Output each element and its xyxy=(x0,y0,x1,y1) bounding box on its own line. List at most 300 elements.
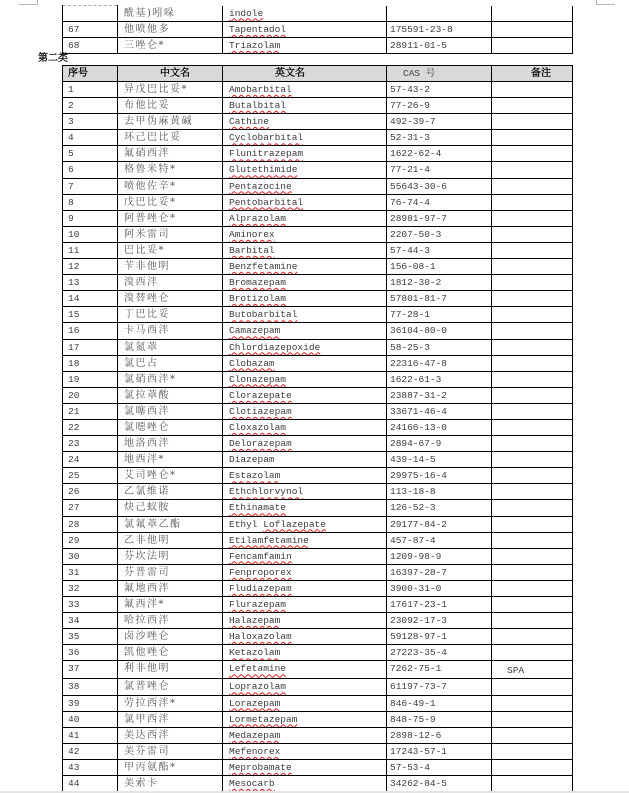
remarks-cell xyxy=(492,727,573,743)
spellcheck-flagged-word: Fenproporex xyxy=(229,566,292,578)
remarks-cell xyxy=(492,178,573,194)
english-name-cell xyxy=(223,759,387,775)
remarks-cell xyxy=(492,629,573,645)
page-corner-mark-left xyxy=(37,0,38,5)
serial-number-cell: 8 xyxy=(63,194,118,210)
table-row xyxy=(63,516,573,532)
cas-number-cell: 57-44-3 xyxy=(387,242,492,258)
chinese-name-cell: 卤沙唑仑 xyxy=(118,629,223,645)
english-name-cell xyxy=(223,711,387,727)
serial-number-cell: 68 xyxy=(63,38,118,54)
serial-number-cell: 20 xyxy=(63,387,118,403)
chinese-name-cell: 乙非他明 xyxy=(118,532,223,548)
spellcheck-flagged-word: Tapentadol xyxy=(229,24,287,35)
cas-number-cell: 113-18-8 xyxy=(387,484,492,500)
spellcheck-flagged-word: Butalbital xyxy=(229,100,287,112)
remarks-cell xyxy=(492,695,573,711)
spellcheck-flagged-word: Clonazepam xyxy=(229,373,287,385)
spellcheck-flagged-word: Pentobarbital xyxy=(229,196,304,208)
spellcheck-flagged-word: Bromazepam xyxy=(229,277,287,289)
chinese-name-cell: 氯噻西泮 xyxy=(118,403,223,419)
spellcheck-flagged-word: Loflazepate xyxy=(263,518,326,530)
table-body xyxy=(63,82,573,792)
remarks-cell xyxy=(492,419,573,435)
serial-number-cell: 39 xyxy=(63,695,118,711)
serial-number-cell: 40 xyxy=(63,711,118,727)
serial-number-cell: 7 xyxy=(63,178,118,194)
remarks-cell xyxy=(492,743,573,759)
chinese-name-cell: 劳拉西泮* xyxy=(118,695,223,711)
serial-number-cell: 27 xyxy=(63,500,118,516)
table-row xyxy=(63,210,573,226)
spellcheck-flagged-word: Lefetamine xyxy=(229,663,287,675)
english-name-cell xyxy=(223,210,387,226)
header-cas-number: CAS 号 xyxy=(387,66,492,82)
chinese-name-cell: 环己巴比妥 xyxy=(118,130,223,146)
english-name-cell xyxy=(223,436,387,452)
cas-number-cell: 36104-80-0 xyxy=(387,323,492,339)
remarks-cell xyxy=(492,387,573,403)
english-name-cell xyxy=(223,500,387,516)
remarks-cell xyxy=(492,613,573,629)
remarks-cell xyxy=(492,355,573,371)
chinese-name-cell: 美索卡 xyxy=(118,776,223,792)
table-row xyxy=(63,532,573,548)
spellcheck-flagged-word: Cloxazolam xyxy=(229,421,287,433)
table-row xyxy=(63,82,573,98)
remarks-cell xyxy=(492,597,573,613)
cas-number-cell: 34262-84-5 xyxy=(387,776,492,792)
chinese-name-cell: 地洛西泮 xyxy=(118,436,223,452)
chinese-name-cell: 格鲁米特* xyxy=(118,162,223,178)
serial-number-cell: 3 xyxy=(63,114,118,130)
remarks-cell xyxy=(492,776,573,792)
serial-number-cell: 44 xyxy=(63,776,118,792)
serial-number-cell: 9 xyxy=(63,210,118,226)
cas-number-cell: 59128-97-1 xyxy=(387,629,492,645)
cas-number-cell: 29177-84-2 xyxy=(387,516,492,532)
page-corner-mark-left xyxy=(19,4,38,5)
english-name-cell xyxy=(223,629,387,645)
english-name-cell xyxy=(223,114,387,130)
english-name-cell xyxy=(223,776,387,792)
cas-number-cell: 57-53-4 xyxy=(387,759,492,775)
english-name-cell xyxy=(223,259,387,275)
cas-number-cell: 1622-62-4 xyxy=(387,146,492,162)
english-name-cell xyxy=(223,548,387,564)
spellcheck-flagged-word: Haloxazolam xyxy=(229,631,292,643)
table-row xyxy=(63,291,573,307)
cas-number-cell: 77-28-1 xyxy=(387,307,492,323)
spellcheck-flagged-word: Ethchlorvynol xyxy=(229,486,304,498)
table-row xyxy=(63,114,573,130)
spellcheck-flagged-word: Fencamfamin xyxy=(229,550,292,562)
table-row xyxy=(63,661,573,679)
table-row xyxy=(63,339,573,355)
header-remarks: 备注 xyxy=(492,66,573,82)
remarks-cell xyxy=(492,22,573,38)
english-name-cell xyxy=(223,727,387,743)
cas-number-cell: 846-49-1 xyxy=(387,695,492,711)
table-row xyxy=(63,548,573,564)
remarks-cell xyxy=(492,82,573,98)
section-title: 第二类 xyxy=(38,53,68,64)
remarks-cell xyxy=(492,242,573,258)
spellcheck-flagged-word: Clotiazepam xyxy=(229,405,292,417)
remarks-cell xyxy=(492,275,573,291)
cas-number-cell: 7262-75-1 xyxy=(387,661,492,679)
serial-number-cell: 4 xyxy=(63,130,118,146)
serial-number-cell xyxy=(63,6,118,22)
english-name-cell xyxy=(223,130,387,146)
serial-number-cell: 19 xyxy=(63,371,118,387)
serial-number-cell: 43 xyxy=(63,759,118,775)
cas-number-cell: 16397-28-7 xyxy=(387,564,492,580)
chinese-name-cell: 氯硝西泮* xyxy=(118,371,223,387)
chinese-name-cell: 氯噁唑仑 xyxy=(118,419,223,435)
remarks-cell xyxy=(492,210,573,226)
chinese-name-cell: 布他比妥 xyxy=(118,98,223,114)
spellcheck-flagged-word: Mesocarb xyxy=(229,778,275,790)
spellcheck-flagged-word: Clobazam xyxy=(229,357,275,369)
table-row xyxy=(63,743,573,759)
spellcheck-flagged-word: Benzfetamine xyxy=(229,261,298,273)
cas-number-cell: 2894-67-9 xyxy=(387,436,492,452)
cas-number-cell: 2898-12-6 xyxy=(387,727,492,743)
serial-number-cell: 17 xyxy=(63,339,118,355)
cas-number-cell xyxy=(387,6,492,22)
cas-number-cell: 457-87-4 xyxy=(387,532,492,548)
english-name-cell xyxy=(223,6,387,22)
table-row xyxy=(63,759,573,775)
cas-number-cell: 52-31-3 xyxy=(387,130,492,146)
remarks-cell xyxy=(492,339,573,355)
chinese-name-cell: 氯甲西泮 xyxy=(118,711,223,727)
cas-number-cell: 23887-31-2 xyxy=(387,387,492,403)
spellcheck-flagged-word: Ethinamate xyxy=(229,502,287,514)
cas-number-cell: 28981-97-7 xyxy=(387,210,492,226)
page-corner-mark-right xyxy=(596,4,615,5)
chinese-name-cell: 戊巴比妥* xyxy=(118,194,223,210)
chinese-name-cell: 阿米雷司 xyxy=(118,226,223,242)
table-row xyxy=(63,436,573,452)
serial-number-cell: 5 xyxy=(63,146,118,162)
remarks-cell xyxy=(492,323,573,339)
english-name-cell xyxy=(223,695,387,711)
spellcheck-flagged-word: Cathine xyxy=(229,116,269,128)
chinese-name-cell: 溴替唑仑 xyxy=(118,291,223,307)
chinese-name-cell: 卡马西泮 xyxy=(118,323,223,339)
chinese-name-cell: 利非他明 xyxy=(118,661,223,679)
chinese-name-cell: 甲丙氨酯* xyxy=(118,759,223,775)
serial-number-cell: 26 xyxy=(63,484,118,500)
remarks-cell xyxy=(492,259,573,275)
chinese-name-cell: 芬普雷司 xyxy=(118,564,223,580)
remarks-cell xyxy=(492,532,573,548)
english-name-cell xyxy=(223,82,387,98)
english-name-cell xyxy=(223,516,387,532)
cas-number-cell: 58-25-3 xyxy=(387,339,492,355)
spellcheck-flagged-word: Lormetazepam xyxy=(229,713,298,725)
spellcheck-flagged-word: Butobarbital xyxy=(229,309,298,321)
spellcheck-flagged-word: Aminorex xyxy=(229,228,275,240)
serial-number-cell: 31 xyxy=(63,564,118,580)
remarks-cell xyxy=(492,403,573,419)
english-name-cell xyxy=(223,291,387,307)
serial-number-cell: 18 xyxy=(63,355,118,371)
spellcheck-flagged-word: Triazolam xyxy=(229,40,281,51)
cas-number-cell: 2207-50-3 xyxy=(387,226,492,242)
remarks-cell xyxy=(492,711,573,727)
remarks-cell xyxy=(492,194,573,210)
serial-number-cell: 16 xyxy=(63,323,118,339)
cas-number-cell: 55643-30-6 xyxy=(387,178,492,194)
serial-number-cell: 41 xyxy=(63,727,118,743)
cas-number-cell: 1209-98-9 xyxy=(387,548,492,564)
english-name-cell xyxy=(223,275,387,291)
table-row xyxy=(63,711,573,727)
table-row xyxy=(63,307,573,323)
english-name-cell xyxy=(223,532,387,548)
chinese-name-cell: 溴西泮 xyxy=(118,275,223,291)
serial-number-cell: 10 xyxy=(63,226,118,242)
table-row xyxy=(63,130,573,146)
cas-number-cell: 17617-23-1 xyxy=(387,597,492,613)
table-row xyxy=(63,355,573,371)
remarks-cell xyxy=(492,114,573,130)
remarks-cell xyxy=(492,516,573,532)
english-name-cell xyxy=(223,564,387,580)
english-name-text: Diazepam xyxy=(229,454,275,466)
remarks-cell xyxy=(492,130,573,146)
category-two-table xyxy=(62,65,573,792)
table-row xyxy=(63,419,573,435)
serial-number-cell: 22 xyxy=(63,419,118,435)
serial-number-cell: 11 xyxy=(63,242,118,258)
table-row xyxy=(63,194,573,210)
table-row xyxy=(63,613,573,629)
cas-number-cell: 61197-73-7 xyxy=(387,679,492,695)
serial-number-cell: 42 xyxy=(63,743,118,759)
cas-number-cell: 27223-35-4 xyxy=(387,645,492,661)
chinese-name-cell: 丁巴比妥 xyxy=(118,307,223,323)
serial-number-cell: 35 xyxy=(63,629,118,645)
english-name-text: Ethyl xyxy=(229,518,264,530)
remarks-cell xyxy=(492,484,573,500)
spellcheck-flagged-word: Barbital xyxy=(229,244,275,256)
english-name-cell xyxy=(223,323,387,339)
english-name-cell xyxy=(223,162,387,178)
serial-number-cell: 13 xyxy=(63,275,118,291)
cas-number-cell: 126-52-3 xyxy=(387,500,492,516)
remarks-cell xyxy=(492,307,573,323)
chinese-name-cell: 他喷他多 xyxy=(118,22,223,38)
chinese-name-cell: 美达西泮 xyxy=(118,727,223,743)
chinese-name-cell: 氟西泮* xyxy=(118,597,223,613)
cas-number-cell: 175591-23-8 xyxy=(387,22,492,38)
cas-number-cell: 29975-16-4 xyxy=(387,468,492,484)
serial-number-cell: 38 xyxy=(63,679,118,695)
table-row xyxy=(63,580,573,596)
serial-number-cell: 33 xyxy=(63,597,118,613)
cas-number-cell: 57801-81-7 xyxy=(387,291,492,307)
remarks-cell xyxy=(492,452,573,468)
remarks-cell xyxy=(492,162,573,178)
chinese-name-cell: 美芬雷司 xyxy=(118,743,223,759)
serial-number-cell: 21 xyxy=(63,403,118,419)
serial-number-cell: 2 xyxy=(63,98,118,114)
english-name-cell xyxy=(223,743,387,759)
table-body xyxy=(63,6,573,54)
serial-number-cell: 24 xyxy=(63,452,118,468)
spellcheck-flagged-word: Chlordiazepoxide xyxy=(229,341,321,353)
serial-number-cell: 12 xyxy=(63,259,118,275)
category-one-table-continued xyxy=(62,5,573,54)
cas-number-cell: 156-08-1 xyxy=(387,259,492,275)
serial-number-cell: 34 xyxy=(63,613,118,629)
cas-number-cell: 848-75-9 xyxy=(387,711,492,727)
chinese-name-cell: 苄非他明 xyxy=(118,259,223,275)
chinese-name-cell: 氟硝西泮 xyxy=(118,146,223,162)
english-name-cell xyxy=(223,468,387,484)
spellcheck-flagged-word: Medazepam xyxy=(229,729,281,741)
remarks-cell xyxy=(492,146,573,162)
remarks-cell xyxy=(492,645,573,661)
remarks-text: SPA xyxy=(507,665,525,677)
table-row xyxy=(63,371,573,387)
spellcheck-flagged-word: Camazepam xyxy=(229,325,281,337)
english-name-cell xyxy=(223,613,387,629)
table-row xyxy=(63,776,573,792)
english-name-cell xyxy=(223,339,387,355)
spellcheck-flagged-word: Mefenorex xyxy=(229,745,281,757)
header-english-name: 英文名 xyxy=(223,66,387,82)
page-corner-mark-right xyxy=(596,0,597,5)
cas-number-cell: 439-14-5 xyxy=(387,452,492,468)
spellcheck-flagged-word: indole xyxy=(229,7,264,19)
spellcheck-flagged-word: Flunitrazepam xyxy=(229,148,304,160)
english-name-cell xyxy=(223,146,387,162)
table-row xyxy=(63,275,573,291)
chinese-name-cell: 芬坎法明 xyxy=(118,548,223,564)
english-name-cell xyxy=(223,307,387,323)
english-name-cell xyxy=(223,661,387,679)
english-name-cell xyxy=(223,387,387,403)
serial-number-cell: 30 xyxy=(63,548,118,564)
cas-number-cell: 76-74-4 xyxy=(387,194,492,210)
table-row xyxy=(63,645,573,661)
spellcheck-flagged-word: Fludiazepam xyxy=(229,582,292,594)
english-name-cell xyxy=(223,679,387,695)
cas-number-cell: 77-26-9 xyxy=(387,98,492,114)
table-row xyxy=(63,178,573,194)
spellcheck-flagged-word: Estazolam xyxy=(229,470,281,482)
english-name-cell xyxy=(223,484,387,500)
serial-number-cell: 15 xyxy=(63,307,118,323)
spellcheck-flagged-word: Clorazepate xyxy=(229,389,292,401)
english-name-cell xyxy=(223,371,387,387)
table-row xyxy=(63,629,573,645)
header-serial-number: 序号 xyxy=(63,66,118,82)
spellcheck-flagged-word: Ketazolam xyxy=(229,647,281,659)
cas-number-cell: 33671-46-4 xyxy=(387,403,492,419)
chinese-name-cell: 氯拉䓬酸 xyxy=(118,387,223,403)
serial-number-cell: 36 xyxy=(63,645,118,661)
spellcheck-flagged-word: Pentazocine xyxy=(229,180,292,192)
spellcheck-flagged-word: Brotizolam xyxy=(229,293,287,305)
cas-number-cell: 28911-01-5 xyxy=(387,38,492,54)
spellcheck-flagged-word: Glutethimide xyxy=(229,164,298,176)
english-name-cell xyxy=(223,580,387,596)
remarks-cell xyxy=(492,291,573,307)
serial-number-cell: 37 xyxy=(63,661,118,679)
spellcheck-flagged-word: Halazepam xyxy=(229,615,281,627)
chinese-name-cell: 巴比妥* xyxy=(118,242,223,258)
table-row xyxy=(63,162,573,178)
cas-number-cell: 492-39-7 xyxy=(387,114,492,130)
chinese-name-cell: 喷他佐辛* xyxy=(118,178,223,194)
english-name-cell xyxy=(223,597,387,613)
chinese-name-cell: 酰基)吲哚 xyxy=(118,6,223,22)
chinese-name-cell: 氯巴占 xyxy=(118,355,223,371)
english-name-cell xyxy=(223,38,387,54)
chinese-name-cell: 凯他唑仑 xyxy=(118,645,223,661)
table-row xyxy=(63,259,573,275)
english-name-cell xyxy=(223,178,387,194)
chinese-name-cell: 哈拉西泮 xyxy=(118,613,223,629)
remarks-cell xyxy=(492,38,573,54)
chinese-name-cell: 去甲伪麻黄碱 xyxy=(118,114,223,130)
english-name-cell xyxy=(223,419,387,435)
cas-number-cell: 3900-31-0 xyxy=(387,580,492,596)
english-name-cell xyxy=(223,194,387,210)
serial-number-cell: 67 xyxy=(63,22,118,38)
english-name-cell xyxy=(223,645,387,661)
table-row xyxy=(63,323,573,339)
serial-number-cell: 14 xyxy=(63,291,118,307)
spellcheck-flagged-word: Loprazolam xyxy=(229,681,287,693)
english-name-cell xyxy=(223,242,387,258)
cas-number-cell: 17243-57-1 xyxy=(387,743,492,759)
table-row xyxy=(63,679,573,695)
chinese-name-cell: 氯氮䓬 xyxy=(118,339,223,355)
table-row xyxy=(63,6,573,22)
remarks-cell xyxy=(492,564,573,580)
remarks-cell xyxy=(492,661,573,679)
serial-number-cell: 28 xyxy=(63,516,118,532)
table-row xyxy=(63,597,573,613)
table-row xyxy=(63,226,573,242)
remarks-cell xyxy=(492,759,573,775)
table-row xyxy=(63,38,573,54)
cas-number-cell: 23092-17-3 xyxy=(387,613,492,629)
header-chinese-name: 中文名 xyxy=(118,66,223,82)
remarks-cell xyxy=(492,436,573,452)
spellcheck-flagged-word: Flurazepam xyxy=(229,599,287,610)
cas-number-cell: 1812-30-2 xyxy=(387,275,492,291)
english-name-cell xyxy=(223,403,387,419)
table-header-row xyxy=(63,66,573,82)
serial-number-cell: 23 xyxy=(63,436,118,452)
table-row xyxy=(63,727,573,743)
spellcheck-flagged-word: Lorazepam xyxy=(229,697,281,709)
table-row xyxy=(63,500,573,516)
remarks-cell xyxy=(492,226,573,242)
remarks-cell xyxy=(492,580,573,596)
chinese-name-cell: 炔己蚁胺 xyxy=(118,500,223,516)
cas-number-cell: 77-21-4 xyxy=(387,162,492,178)
chinese-name-cell: 艾司唑仑* xyxy=(118,468,223,484)
